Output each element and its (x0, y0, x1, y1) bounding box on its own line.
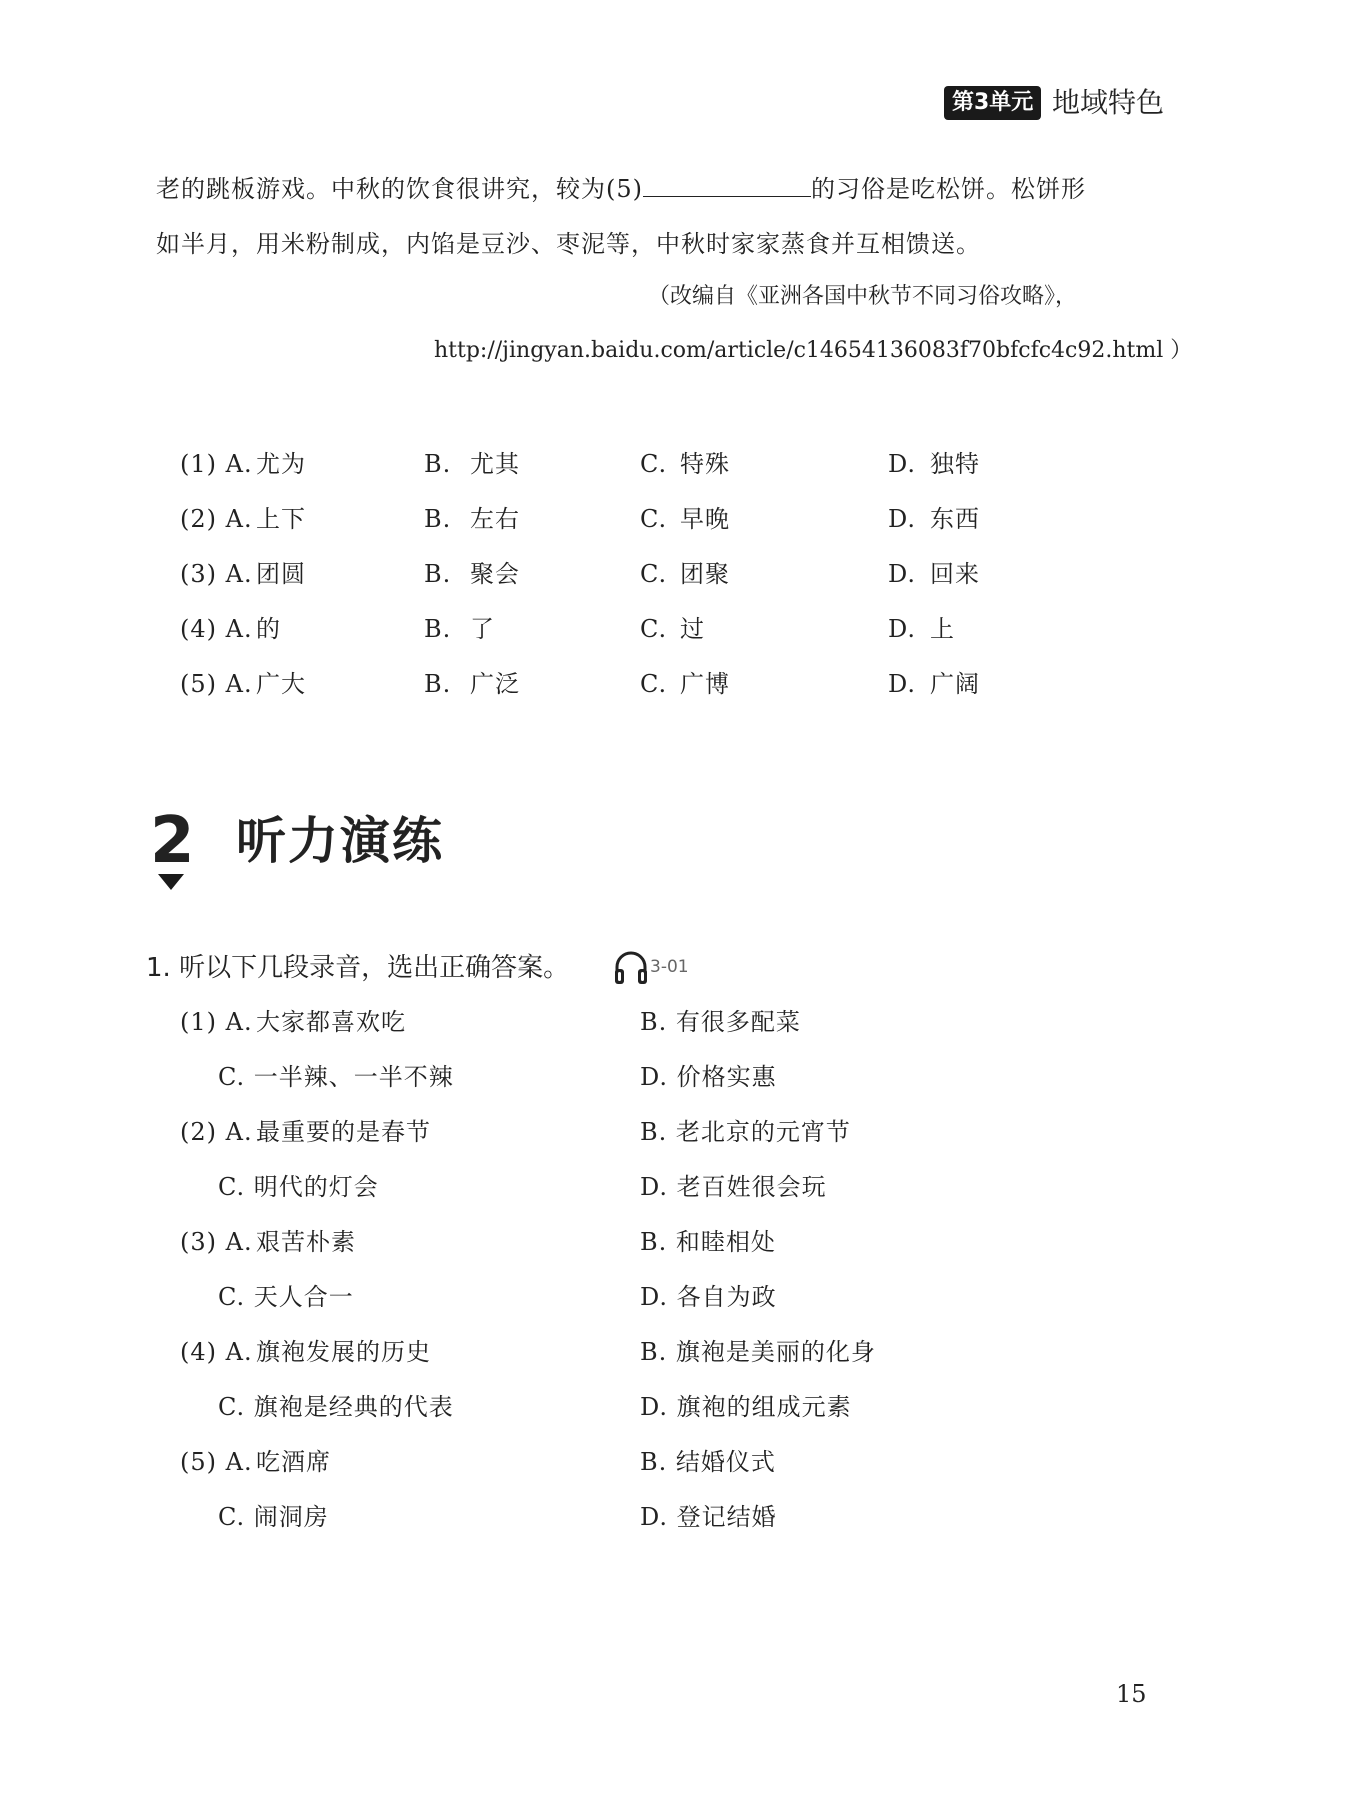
option-d: D. 各自为政 (640, 1283, 777, 1311)
option-number: (3) A. (180, 560, 253, 588)
option-d: 上 (930, 615, 955, 643)
passage-line-1-start: 老的跳板游戏。中秋的饮食很讲究，较为(5) (156, 175, 643, 203)
option-d: D. 登记结婚 (640, 1503, 777, 1531)
option-number: (5) A. (180, 670, 253, 698)
option-d-label: D. (888, 615, 917, 643)
option-b: B. 结婚仪式 (640, 1448, 776, 1476)
option-b-label: B. (424, 670, 452, 698)
option-c: C. 旗袍是经典的代表 (218, 1393, 454, 1421)
option-a: 艰苦朴素 (256, 1228, 356, 1256)
option-a: 尤为 (256, 450, 306, 478)
option-c: 特殊 (680, 450, 730, 478)
option-d-label: D. (888, 450, 917, 478)
option-d-label: D. (888, 560, 917, 588)
audio-track-code: 3-01 (650, 957, 689, 977)
option-number: (1) A. (180, 450, 253, 478)
option-b: 广泛 (470, 670, 520, 698)
passage-line-1 (156, 172, 1086, 205)
option-d: D. 价格实惠 (640, 1063, 777, 1091)
option-a: 旗袍发展的历史 (256, 1338, 431, 1366)
option-a: 吃酒席 (256, 1448, 331, 1476)
option-b-label: B. (424, 505, 452, 533)
option-b: B. 和睦相处 (640, 1228, 776, 1256)
section-number: 2 (150, 804, 195, 878)
item-number: (3) A. (180, 1228, 253, 1256)
unit-badge: 第3单元 (944, 86, 1041, 120)
option-d: 广阔 (930, 670, 980, 698)
item-number: (4) A. (180, 1338, 253, 1366)
option-b: B. 旗袍是美丽的化身 (640, 1338, 876, 1366)
item-number: (1) A. (180, 1008, 253, 1036)
item-number: (5) A. (180, 1448, 253, 1476)
option-c-label: C. (640, 505, 668, 533)
option-b-label: B. (424, 560, 452, 588)
headphones-icon[interactable] (612, 950, 650, 986)
option-c: C. 闹洞房 (218, 1503, 329, 1531)
option-number: (2) A. (180, 505, 253, 533)
option-d: 东西 (930, 505, 980, 533)
question-instruction: 1. 听以下几段录音，选出正确答案。 (146, 953, 570, 983)
option-b: 了 (470, 615, 495, 643)
option-d-label: D. (888, 670, 917, 698)
section-marker-triangle (158, 874, 184, 890)
citation-url: http://jingyan.baidu.com/article/c14654136083f70bfcfc4c92.html ） (434, 338, 1193, 363)
option-number: (4) A. (180, 615, 253, 643)
answer-blank (643, 172, 811, 197)
option-c: 团聚 (680, 560, 730, 588)
option-b: B. 老北京的元宵节 (640, 1118, 851, 1146)
option-a: 上下 (256, 505, 306, 533)
option-d: D. 旗袍的组成元素 (640, 1393, 852, 1421)
option-c: 早晚 (680, 505, 730, 533)
option-c-label: C. (640, 670, 668, 698)
option-b-label: B. (424, 450, 452, 478)
section-title: 听力演练 (236, 812, 444, 870)
option-b: 左右 (470, 505, 520, 533)
passage-line-1-end: 的习俗是吃松饼。松饼形 (811, 175, 1086, 203)
option-a: 最重要的是春节 (256, 1118, 431, 1146)
option-d: 独特 (930, 450, 980, 478)
page-number: 15 (1116, 1680, 1147, 1708)
option-c: 过 (680, 615, 705, 643)
option-d: 回来 (930, 560, 980, 588)
option-c: 广博 (680, 670, 730, 698)
option-c-label: C. (640, 615, 668, 643)
citation-title: （改编自《亚洲各国中秋节不同习俗攻略》， (648, 284, 1078, 309)
option-c-label: C. (640, 560, 668, 588)
unit-title: 地域特色 (1052, 86, 1165, 119)
option-a: 团圆 (256, 560, 306, 588)
option-b-label: B. (424, 615, 452, 643)
option-a: 广大 (256, 670, 306, 698)
option-b: 聚会 (470, 560, 520, 588)
option-c: C. 天人合一 (218, 1283, 354, 1311)
passage-line-2: 如半月，用米粉制成，内馅是豆沙、枣泥等，中秋时家家蒸食并互相馈送。 (156, 230, 981, 258)
option-c-label: C. (640, 450, 668, 478)
option-c: C. 一半辣、一半不辣 (218, 1063, 454, 1091)
option-b: 尤其 (470, 450, 520, 478)
option-d: D. 老百姓很会玩 (640, 1173, 827, 1201)
item-number: (2) A. (180, 1118, 253, 1146)
option-a: 大家都喜欢吃 (256, 1008, 406, 1036)
option-b: B. 有很多配菜 (640, 1008, 801, 1036)
option-a: 的 (256, 615, 281, 643)
option-d-label: D. (888, 505, 917, 533)
option-c: C. 明代的灯会 (218, 1173, 379, 1201)
